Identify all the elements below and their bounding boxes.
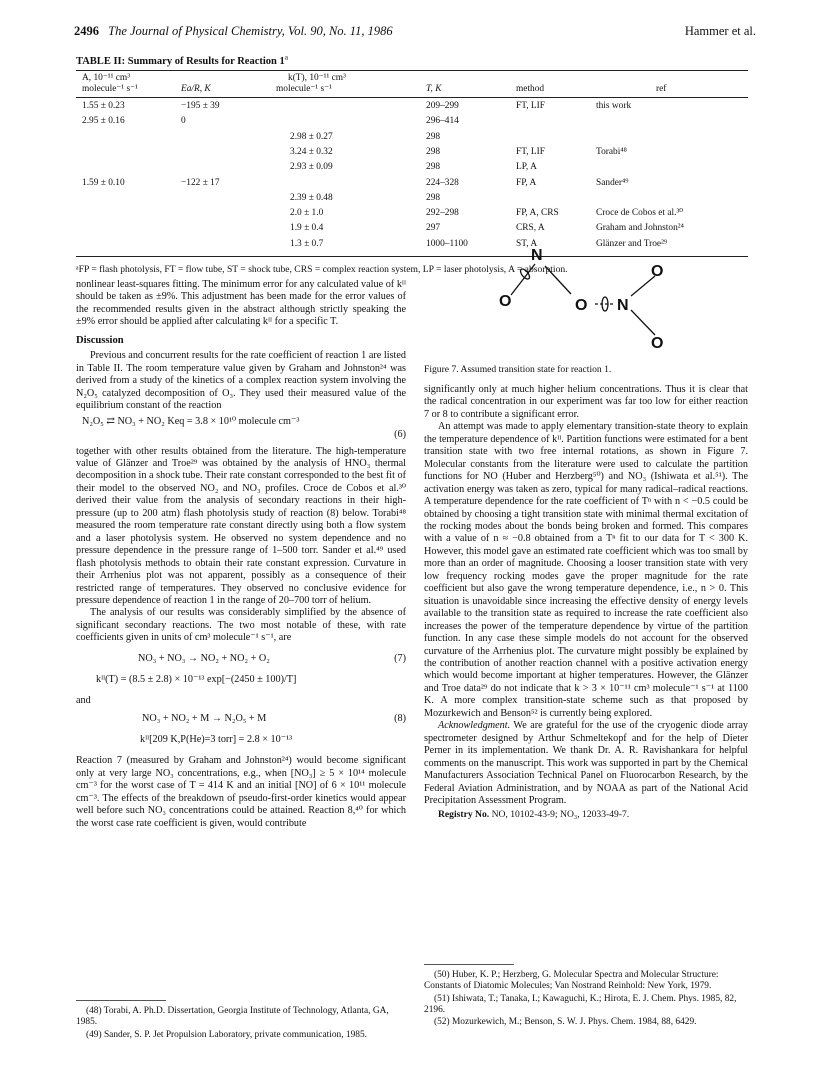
table-cell-t: 297: [426, 223, 441, 234]
page-number: 2496: [74, 24, 99, 38]
table-cell-t: 296–414: [426, 116, 459, 127]
table-cell-k: 2.98 ± 0.27: [290, 131, 333, 142]
col-header-t: T, K: [426, 84, 442, 94]
table-cell-k: 2.0 ± 1.0: [290, 208, 324, 219]
table-cell-ref: Torabi⁴⁸: [596, 146, 627, 157]
table-footnote: ᵃFP = flash photolysis, FT = flow tube, ST = shock tube, CRS = complex reaction system, LP = laser photolysis, A = absorption.: [76, 264, 568, 275]
running-authors: Hammer et al.: [684, 24, 756, 38]
table-cell-t: 224–328: [426, 177, 459, 188]
table-cell-method: ST, A: [516, 238, 538, 249]
table-cell-method: FT, LIF: [516, 101, 545, 111]
equation-6: [76, 416, 406, 444]
table-cell-t: 298: [426, 146, 441, 157]
col-header-method: method: [516, 84, 545, 94]
paragraph: together with other results obtained from the literature. The high-temperature value of Glänzer and Troe²⁹ was obtained by the analysis of HNO₃ thermal decomposition in a shock tube. Their rate constant corresponded to the best fit of their model to the observed NO₂ and NO₃ profiles. Croce de Cobos et al.³⁰ derived their value from the analysis of secondary reactions in their high-pressure (up to 200 atm) flash photolysis study of reaction (8) below. Torabi⁴⁸ measured the room temperature rate constant directly using both a flow system and a laser photolysis system. He observed no system dependence and no pressure dependence in the pressure range of 1–500 torr. Sander et al.⁴⁹ used flash photolysis methods to obtain their rate constant expression. Curvature in their Arrhenius plot was not apparent, possibly as a consequence of their restricted range of temperatures. They observed no conclusive evidence for pressure dependence of reaction 1 in the range of 20–700 torr of helium.: [76, 445, 406, 606]
references-left: [76, 1006, 406, 1042]
bond-n-o-lower: [631, 310, 655, 335]
table-cell-k: 2.39 ± 0.48: [290, 192, 333, 203]
table-cell-method: CRS, A: [516, 223, 545, 234]
equation-7-rate: [76, 674, 406, 689]
paragraph: Previous and concurrent results for the rate coefficient of reaction 1 are listed in Table II. The room temperature value given by Graham and Johnston²⁴ was derived from a study of the kinetics of a complex reaction system involving the N₂O₅ catalyzed decomposition of O₃. They used their measured value of the equilibrium constant of the reaction: [76, 350, 406, 412]
atom-n: N: [617, 297, 629, 314]
table-cell-method: FP, A, CRS: [516, 208, 559, 219]
journal-citation: The Journal of Physical Chemistry, Vol. 90, No. 11, 1986: [108, 24, 393, 38]
atom-o: O: [651, 263, 664, 280]
section-heading: Discussion: [76, 334, 124, 346]
figure-caption: Figure 7. Assumed transition state for reaction 1.: [424, 364, 612, 375]
footnote-separator: [76, 1000, 166, 1001]
running-header: [74, 24, 756, 42]
left-column: [76, 279, 406, 830]
col-header-ea: Ea/R, K: [181, 84, 211, 94]
table-cell-ref: Sander⁴⁹: [596, 177, 629, 188]
table-cell-method: FT, LIF: [516, 146, 545, 157]
equation-text: NO₃ + NO₂ + M → N₂O₅ + M: [142, 713, 267, 725]
table-label: TABLE II:: [76, 56, 126, 67]
table-caption: [76, 52, 289, 67]
acknowledgment: [424, 720, 748, 807]
table-cell-t: 298: [426, 162, 441, 173]
equation-number: (6): [394, 428, 406, 440]
table-cell-ref: Croce de Cobos et al.³⁰: [596, 208, 684, 219]
paragraph: Reaction 7 (measured by Graham and Johnston²⁴) would become significant only at very large NO₃ concentrations, e.g., when [NO₃] ≥ 5 × 10¹⁴ molecule cm⁻³ for the worst case of T = 414 K and an initial [NO] of 6 × 10¹¹ molecule cm⁻³. The effects of the breakdown of pseudo-first-order kinetics would appear well before such NO₃ concentrations could be attained. Reaction 8,⁴⁰ for which the worst case rate coefficient is given, would contribute: [76, 755, 406, 829]
table-cell-t: 292–298: [426, 208, 459, 219]
table-cell-t: 298: [426, 131, 441, 142]
atom-o: O: [499, 293, 512, 310]
equation-text: kᴵᴵ(T) = (8.5 ± 2.8) × 10⁻¹³ exp[−(2450 ± 100)/T]: [96, 673, 297, 685]
atom-o: O: [651, 335, 664, 352]
equation-8-rate: [76, 734, 406, 749]
footnote-separator: [424, 964, 514, 965]
paragraph: significantly only at much higher helium concentrations. Thus it is clear that the radical concentration in our experiment was far too low for either reaction 7 or 8 to contribute a significant error.: [424, 384, 748, 420]
table-cell-t: 209–299: [426, 101, 459, 111]
paragraph: and: [76, 694, 91, 706]
col-header-ref: ref: [656, 84, 667, 94]
table-cell-a: 2.95 ± 0.16: [82, 116, 125, 127]
equation-8: [76, 713, 406, 728]
table-cell-ea: −195 ± 39: [181, 101, 220, 111]
paragraph: The analysis of our results was considerably simplified by the absence of significant secondary reactions. The two most notable of these, with rate coefficients given in units of cm³ molecule⁻¹ s⁻¹, are: [76, 607, 406, 644]
table-rule-top: [76, 70, 748, 71]
table-cell-a: 1.59 ± 0.10: [82, 177, 125, 188]
table-cell-k: 2.93 ± 0.09: [290, 162, 333, 173]
paragraph: An attempt was made to apply elementary transition-state theory to explain the temperature dependence of kᴵᴵ. Partition functions were estimated for a bent transition state with two free internal rotations, as shown in Figure 7. Molecular constants from the literature were used to calculate the partition functions for NO (Huber and Herzberg⁵⁰) and NO₃ (Ishiwata et al.⁵¹). The activation energy was taken as zero, typical for many radical–radical reactions. A temperature dependence for the rate coefficient of Tⁿ with n < −0.5 could be obtained by choosing a tight transition state with minimal thermal excitation of the rocking modes about the bonds being broken and formed. This compares with a value of n ≈ −0.8 obtained from a Tⁿ fit to our data for T < 300 K. However, this model gave an estimated rate coefficient which was too small by more than an order of magnitude. Choosing a looser transition state with very low frequency rocking modes gave the proper magnitude for the rate coefficient but also gave the wrong temperature dependence, i.e., n > 0. This situation is unavoidable since increasing the effective density of energy levels available to the transition state as required to increase the rate coefficient also increases the power of the temperature dependence by virtue of the partition function. In any case these simple models do not account for the observed curvature of the Arrhenius plot. The curvature might possibly be explained by the contribution of another reaction channel with a positive activation energy which would become important at higher temperatures. However, the Glänzer and Troe data²⁹ do not indicate that k > 3 × 10⁻¹¹ cm³ molecule⁻¹ s⁻¹ at 1100 K. A more complex transition-state scheme such as that proposed by Mozurkewich and Benson⁵² is currently being explored.: [424, 421, 748, 719]
equation-7: [76, 653, 406, 668]
registry-label: Registry No.: [438, 809, 490, 821]
rotation-arrow: [519, 267, 531, 280]
transition-state-structure: [487, 240, 667, 355]
registry: [424, 809, 748, 821]
bond-n-o-down: [545, 266, 571, 294]
references-right: [424, 970, 748, 1029]
table-note-mark: a: [284, 52, 289, 62]
table-cell-method: LP, A: [516, 162, 537, 173]
table-cell-ref: Glänzer and Troe²⁹: [596, 238, 668, 249]
table-cell-a: 1.55 ± 0.23: [82, 101, 125, 111]
equation-text: NO₃ + NO₃ → NO₂ + NO₂ + O₂: [138, 652, 270, 664]
equation-text: kᴵᴵ[209 K,P(He)=3 torr] = 2.8 × 10⁻¹³: [140, 734, 293, 746]
acknowledgment-text: We are grateful for the use of the cryogenic diode array spectrometer designed by Arthur Schmeltekopf and for the help of Dieter Perner in its implementation. We thank Dr. A. R. Ravishankara for helpful comments on the manuscript. This work was supported in part by the Chemical Manufacturers Association Technical Panel on Fluorocarbon Research, by the Federal Aviation Administration, and by NOAA as part of the National Acid Precipitation Assessment Program.: [424, 720, 748, 806]
reference-item: (49) Sander, S. P. Jet Propulsion Laboratory, private communication, 1985.: [86, 1029, 367, 1040]
figure-7: [487, 240, 667, 355]
table-cell-t: 298: [426, 192, 441, 203]
table-cell-ea: 0: [181, 116, 186, 127]
col-header-k-1: k(T), 10⁻¹¹ cm³: [288, 73, 346, 83]
reference-item: (48) Torabi, A. Ph.D. Dissertation, Georgia Institute of Technology, Atlanta, GA, 1985.: [76, 1006, 389, 1028]
table-cell-k: 3.24 ± 0.32: [290, 146, 333, 157]
equation-number: (8): [394, 713, 406, 725]
reference-item: (51) Ishiwata, T.; Tanaka, I.; Kawaguchi, K.; Hirota, E. J. Chem. Phys. 1985, 82, 2196.: [424, 993, 737, 1015]
reference-item: (50) Huber, K. P.; Herzberg, G. Molecular Spectra and Molecular Structure: Constants of Diatomic Molecules; Van Nostrand Reinhold: New York, 1979.: [424, 970, 719, 992]
table-cell-t: 1000–1100: [426, 238, 468, 249]
table-cell-k: 1.9 ± 0.4: [290, 223, 324, 234]
table-cell-method: FP, A: [516, 177, 537, 188]
registry-text: NO, 10102-43-9; NO₃, 12033-49-7.: [491, 809, 630, 821]
col-header-k-2: molecule⁻¹ s⁻¹: [276, 84, 332, 94]
table-cell-ref: this work: [596, 101, 632, 111]
table-cell-ea: −122 ± 17: [181, 177, 220, 188]
table-rule-header: [76, 97, 748, 98]
col-header-a-1: A, 10⁻¹¹ cm³: [82, 73, 131, 83]
acknowledgment-label: Acknowledgment.: [438, 720, 511, 732]
col-header-a-2: molecule⁻¹ s⁻¹: [82, 84, 138, 94]
equation-number: (7): [394, 652, 406, 664]
reference-item: (52) Mozurkewich, M.; Benson, S. W. J. Phys. Chem. 1984, 88, 6429.: [434, 1017, 697, 1028]
table-title: Summary of Results for Reaction 1: [127, 56, 285, 67]
table-cell-ref: Graham and Johnston²⁴: [596, 223, 684, 234]
right-column: [424, 384, 748, 822]
equation-text: N₂O₅ ⇄ NO₃ + NO₂ Keq = 3.8 × 10¹⁰ molecule cm⁻³: [82, 415, 300, 427]
paragraph: nonlinear least-squares fitting. The minimum error for any calculated value of kᴵᴵ should be taken as ±9%. This adjustment has been made for the error values of the recommended results given in the abstract although strictly speaking the ±9% error should be applied after calculating kᴵᴵ for a specific T.: [76, 279, 406, 328]
atom-n: N: [531, 247, 543, 264]
table-cell-k: 1.3 ± 0.7: [290, 238, 324, 249]
atom-o: O: [575, 297, 588, 314]
